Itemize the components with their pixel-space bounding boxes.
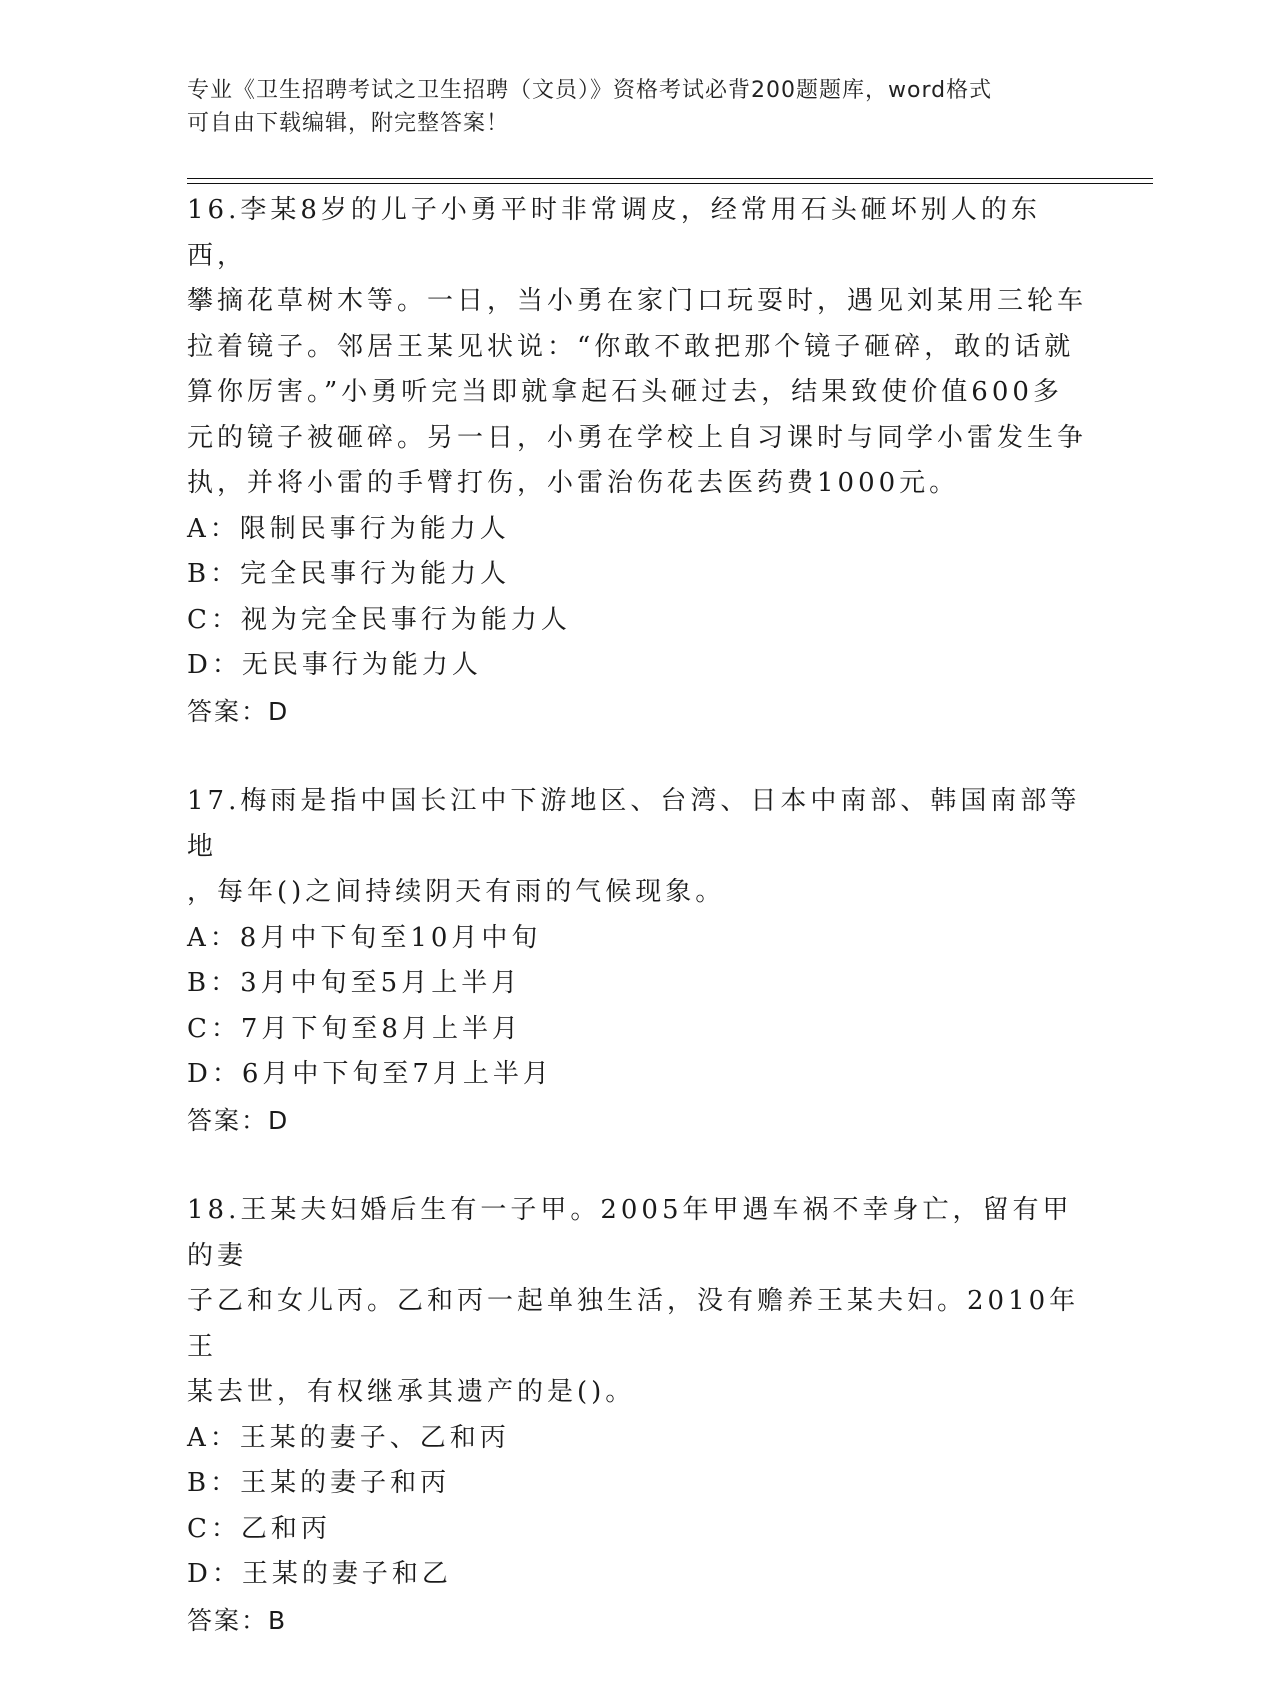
stem-line: 算你厉害。”小勇听完当即就拿起石头砸过去，结果致使价值600多 [187, 377, 1063, 407]
option-b: B：3月中旬至5月上半月 [187, 968, 522, 998]
question-stem [187, 188, 1087, 507]
question-stem [187, 1188, 1087, 1416]
option-b: B：完全民事行为能力人 [187, 559, 511, 589]
header-divider-bottom [187, 183, 1153, 184]
option-c: C：乙和丙 [187, 1513, 331, 1544]
option-a: A：8月中下旬至10月中旬 [187, 922, 542, 953]
question-18 [187, 1188, 1087, 1643]
answer-line: 答案：D [187, 1105, 290, 1135]
question-16 [187, 188, 1087, 734]
option-a: A：王某的妻子、乙和丙 [187, 1422, 510, 1453]
answer-line: 答案：B [187, 1605, 288, 1635]
document-header [187, 74, 1067, 140]
option-c: C：视为完全民事行为能力人 [187, 604, 571, 635]
option-d: D：6月中下旬至7月上半月 [187, 1059, 553, 1089]
option-b: B：王某的妻子和丙 [187, 1468, 451, 1498]
option-a: A：限制民事行为能力人 [187, 513, 510, 544]
option-d: D：王某的妻子和乙 [187, 1559, 452, 1589]
header-divider-top [187, 178, 1153, 179]
stem-line: 子乙和女儿丙。乙和丙一起单独生活，没有赡养王某夫妇。2010年王 [187, 1286, 1080, 1362]
stem-line: 16.李某8岁的儿子小勇平时非常调皮，经常用石头砸坏别人的东西， [187, 195, 1041, 271]
stem-line: 拉着镜子。邻居王某见状说：“你敢不敢把那个镜子砸碎，敢的话就 [187, 331, 1075, 362]
stem-line: 执，并将小雷的手臂打伤，小雷治伤花去医药费1000元。 [187, 468, 960, 498]
stem-line: ，每年()之间持续阴天有雨的气候现象。 [187, 877, 726, 907]
stem-line: 元的镜子被砸碎。另一日，小勇在学校上自习课时与同学小雷发生争 [187, 422, 1088, 453]
option-c: C：7月下旬至8月上半月 [187, 1013, 522, 1044]
question-17 [187, 779, 1087, 1143]
stem-line: 17.梅雨是指中国长江中下游地区、台湾、日本中南部、韩国南部等地 [187, 786, 1081, 862]
stem-line: 18.王某夫妇婚后生有一子甲。2005年甲遇车祸不幸身亡，留有甲的妻 [187, 1195, 1073, 1271]
header-line-2: 可自由下载编辑，附完整答案！ [187, 111, 510, 136]
stem-line: 攀摘花草树木等。一日，当小勇在家门口玩耍时，遇见刘某用三轮车 [187, 286, 1088, 316]
option-d: D：无民事行为能力人 [187, 650, 482, 680]
stem-line: 某去世，有权继承其遗产的是()。 [187, 1377, 636, 1407]
question-list [187, 188, 1087, 1688]
answer-line: 答案：D [187, 696, 290, 726]
question-stem [187, 779, 1087, 916]
header-line-1: 专业《卫生招聘考试之卫生招聘（文员）》资格考试必背200题题库，word格式 [187, 78, 993, 103]
